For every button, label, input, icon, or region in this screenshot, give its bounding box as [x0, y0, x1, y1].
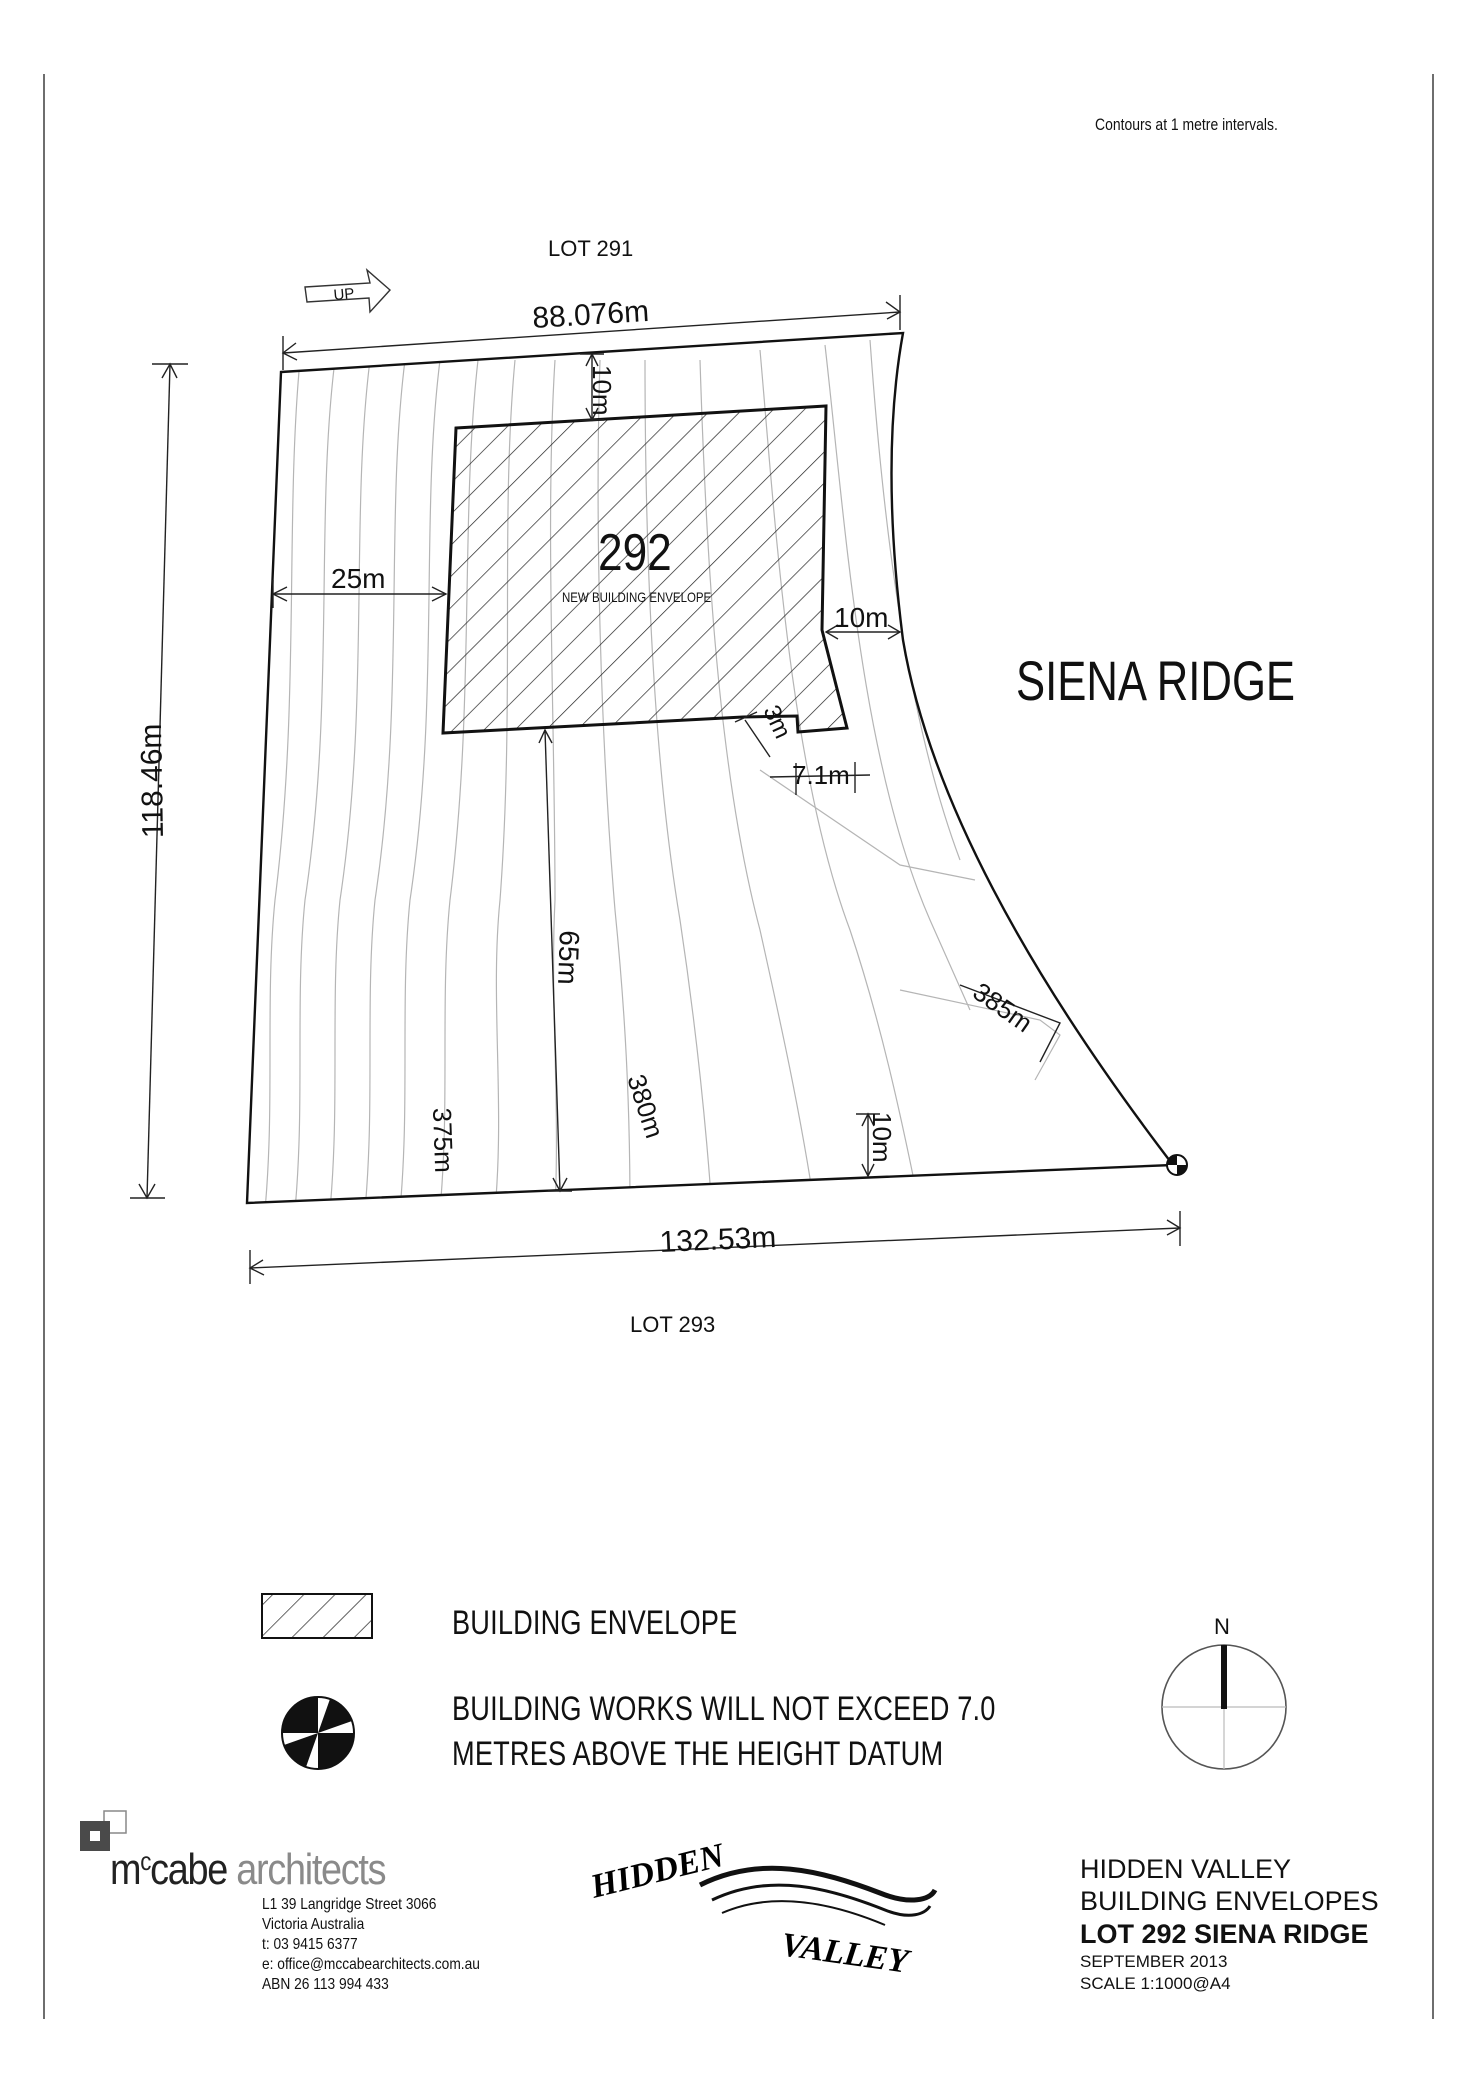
- legend-envelope-swatch: [262, 1594, 372, 1638]
- dim-setback-east: 10m: [834, 602, 889, 633]
- address-line: L1 39 Langridge Street 3066: [262, 1896, 437, 1913]
- legend-envelope-label: BUILDING ENVELOPE: [452, 1604, 738, 1642]
- title-line-5: SCALE 1:1000@A4: [1080, 1974, 1231, 1993]
- legend-height-line1: BUILDING WORKS WILL NOT EXCEED 7.0: [452, 1690, 996, 1728]
- firm-name-architects: architects: [227, 1845, 386, 1894]
- dim-notch-width: 7.1m: [792, 760, 850, 790]
- up-label: UP: [332, 285, 356, 304]
- hidden-valley-logo: [586, 1837, 935, 1982]
- height-datum-marker: [1167, 1155, 1187, 1175]
- dim-setback-west: 25m: [331, 563, 386, 594]
- title-line-4: SEPTEMBER 2013: [1080, 1952, 1228, 1971]
- title-block: [1080, 1853, 1379, 1995]
- firm-name-sup: c: [140, 1846, 151, 1876]
- legend-height-datum-icon: [282, 1697, 354, 1769]
- envelope-label: NEW BUILDING ENVELOPE: [562, 588, 712, 606]
- dim-north-boundary: 88.076m: [531, 294, 650, 335]
- title-line-3: LOT 292 SIENA RIDGE: [1080, 1919, 1369, 1949]
- hidden-valley-logo-bottom: VALLEY: [778, 1926, 911, 1981]
- title-line-2: BUILDING ENVELOPES: [1080, 1886, 1379, 1916]
- address-line: Victoria Australia: [262, 1916, 365, 1933]
- contour-385-label: 385m: [967, 976, 1039, 1039]
- legend-height-line2: METRES ABOVE THE HEIGHT DATUM: [452, 1735, 944, 1773]
- north-arrow: [1162, 1645, 1286, 1769]
- lot-293-label: LOT 293: [630, 1312, 716, 1337]
- contour-380-label: 380m: [621, 1070, 670, 1142]
- firm-name: [110, 1845, 385, 1895]
- address-line: t: 03 9415 6377: [262, 1936, 358, 1953]
- street-label: SIENA RIDGE: [1015, 649, 1296, 713]
- hidden-valley-logo-top: HIDDEN: [586, 1836, 728, 1906]
- dim-setback-north: 10m: [587, 365, 617, 416]
- lot-number: 292: [598, 523, 672, 582]
- dim-setback-south: 65m: [552, 929, 585, 986]
- dim-south-boundary: 132.53m: [658, 1220, 777, 1259]
- dim-notch-depth: 3m: [757, 701, 797, 743]
- dim-offset-south: 10m: [867, 1112, 897, 1163]
- contour-note: Contours at 1 metre intervals.: [1095, 115, 1278, 134]
- firm-name-m: m: [110, 1845, 141, 1894]
- firm-name-cabe: cabe: [150, 1845, 228, 1894]
- north-label: N: [1214, 1614, 1230, 1639]
- lot-291-label: LOT 291: [548, 236, 634, 261]
- address-line: e: office@mccabearchitects.com.au: [262, 1956, 480, 1973]
- contour-375-label: 375m: [427, 1107, 460, 1174]
- firm-address: [262, 1895, 480, 1995]
- address-line: ABN 26 113 994 433: [262, 1976, 389, 1993]
- dim-west-boundary: 118.46m: [135, 723, 170, 839]
- title-line-1: HIDDEN VALLEY: [1080, 1854, 1292, 1884]
